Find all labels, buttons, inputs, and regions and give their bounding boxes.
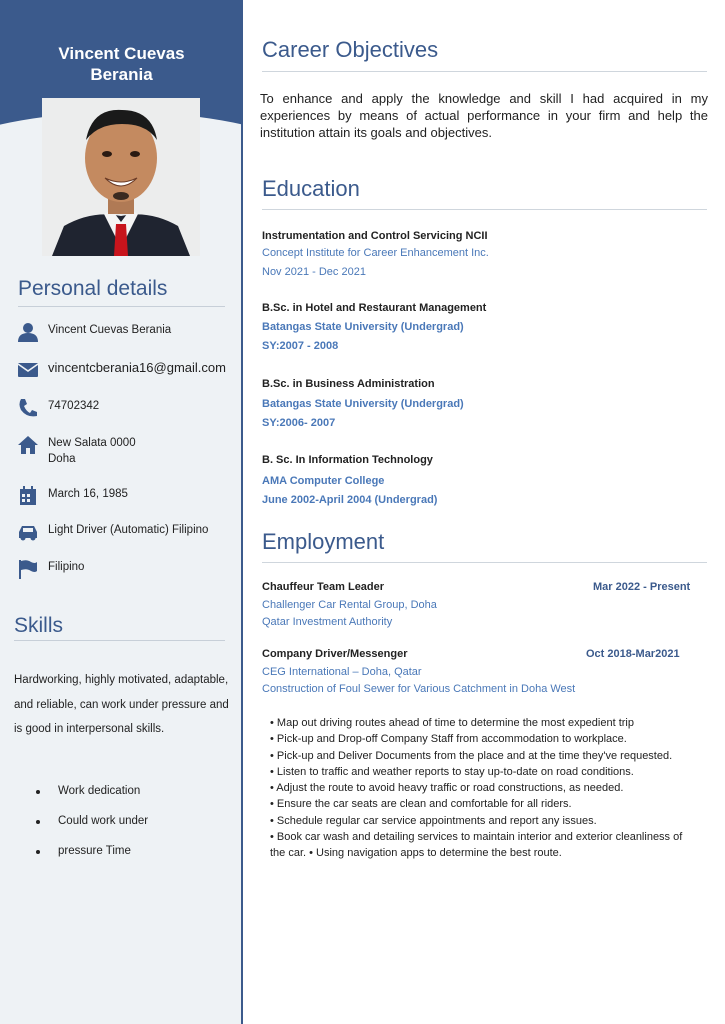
education-title: B.Sc. in Hotel and Restaurant Management — [262, 302, 487, 314]
education-school: Concept Institute for Career Enhancement Inc. — [262, 247, 489, 259]
personal-address-row — [17, 435, 237, 467]
education-divider — [262, 209, 707, 210]
personal-details-divider — [18, 306, 225, 307]
flag-icon — [17, 559, 39, 579]
profile-name-line2: Berania — [90, 65, 153, 84]
job-duty: • Ensure the car seats are clean and comfortable for all riders. — [270, 798, 572, 811]
job-duty: • Listen to traffic and weather reports to stay up-to-date on road conditions. — [270, 765, 634, 778]
job-duty: • Book car wash and detailing services to maintain interior and exterior cleanliness of the car. • Using navigation apps to determine the best route. — [270, 831, 683, 860]
phone-icon — [17, 398, 39, 418]
personal-license-row — [17, 522, 237, 542]
education-dates: SY:2006- 2007 — [262, 417, 336, 429]
user-icon — [17, 322, 39, 342]
career-objectives-text: To enhance and apply the knowledge and skill I had acquired in my experiences by means of actual performance in your firm and help the institution attain its goals and objectives. — [260, 91, 708, 140]
job-company: Challenger Car Rental Group, Doha — [262, 599, 437, 611]
personal-license: Light Driver (Automatic) Filipino — [48, 524, 209, 536]
job-dates: Mar 2022 - Present — [593, 581, 691, 593]
education-school: AMA Computer College — [262, 475, 385, 487]
personal-phone-row — [17, 398, 237, 418]
education-title: B. Sc. In Information Technology — [262, 454, 433, 466]
job-title: Chauffeur Team Leader — [262, 581, 385, 593]
job-dates: Oct 2018-Mar2021 — [586, 648, 680, 660]
job-duty: • Pick-up and Drop-off Company Staff from accommodation to workplace. — [270, 733, 627, 746]
home-icon — [17, 435, 39, 455]
career-objectives-heading: Career Objectives — [262, 37, 439, 62]
employment-divider — [262, 562, 707, 563]
job-title: Company Driver/Messenger — [262, 648, 408, 660]
job-detail: Qatar Investment Authority — [262, 616, 393, 628]
employment-heading: Employment — [262, 529, 385, 554]
personal-email[interactable]: vincentcberania16@gmail.com — [48, 360, 226, 375]
job-duties-list — [270, 715, 700, 862]
personal-phone: 74702342 — [48, 400, 100, 412]
personal-birthdate: March 16, 1985 — [48, 488, 128, 500]
job-duty: • Map out driving routes ahead of time to determine the most expedient trip — [270, 717, 634, 729]
car-icon — [17, 522, 39, 542]
job-detail: Construction of Foul Sewer for Various Catchment in Doha West — [262, 683, 576, 695]
envelope-icon — [17, 360, 39, 380]
education-dates: SY:2007 - 2008 — [262, 340, 339, 352]
personal-name: Vincent Cuevas Berania — [48, 324, 172, 336]
profile-photo — [42, 98, 200, 256]
education-school: Batangas State University (Undergrad) — [262, 321, 464, 333]
profile-name-line1: Vincent Cuevas — [58, 44, 185, 63]
profile-name — [0, 43, 243, 85]
skills-summary: Hardworking, highly motivated, adaptable, and reliable, can work under pressure and is good in interpersonal skills. — [14, 674, 229, 735]
skill-item: pressure Time — [36, 845, 131, 857]
education-dates: Nov 2021 - Dec 2021 — [262, 266, 366, 278]
personal-birthdate-row — [17, 486, 237, 506]
skills-divider — [14, 640, 225, 641]
skills-heading: Skills — [14, 614, 64, 637]
education-title: Instrumentation and Control Servicing NCII — [262, 230, 488, 242]
personal-name-row — [17, 322, 237, 342]
address-line1: New Salata 0000 — [48, 437, 136, 449]
job-duty: • Pick-up and Deliver Documents from the place and at the time they've requested. — [270, 749, 673, 762]
education-school: Batangas State University (Undergrad) — [262, 398, 464, 410]
education-title: B.Sc. in Business Administration — [262, 378, 435, 390]
personal-nationality: Filipino — [48, 561, 85, 573]
personal-address — [48, 435, 136, 467]
education-dates: June 2002-April 2004 (Undergrad) — [262, 494, 438, 506]
sidebar — [0, 0, 243, 1024]
sidebar-edge — [241, 0, 243, 1024]
education-heading: Education — [262, 176, 360, 201]
personal-nationality-row — [17, 559, 237, 579]
career-objectives-divider — [262, 71, 707, 72]
job-company: CEG International – Doha, Qatar — [262, 666, 422, 678]
calendar-icon — [17, 486, 39, 506]
skill-item: Work dedication — [36, 785, 140, 797]
job-duty: • Adjust the route to avoid heavy traffic or road constructions, as needed. — [270, 782, 624, 795]
job-duty: • Schedule regular car service appointments and report any issues. — [270, 814, 597, 827]
personal-details-heading: Personal details — [18, 277, 168, 300]
personal-email-row — [17, 360, 237, 380]
skill-item: Could work under — [36, 815, 148, 827]
address-line2: Doha — [48, 453, 76, 465]
